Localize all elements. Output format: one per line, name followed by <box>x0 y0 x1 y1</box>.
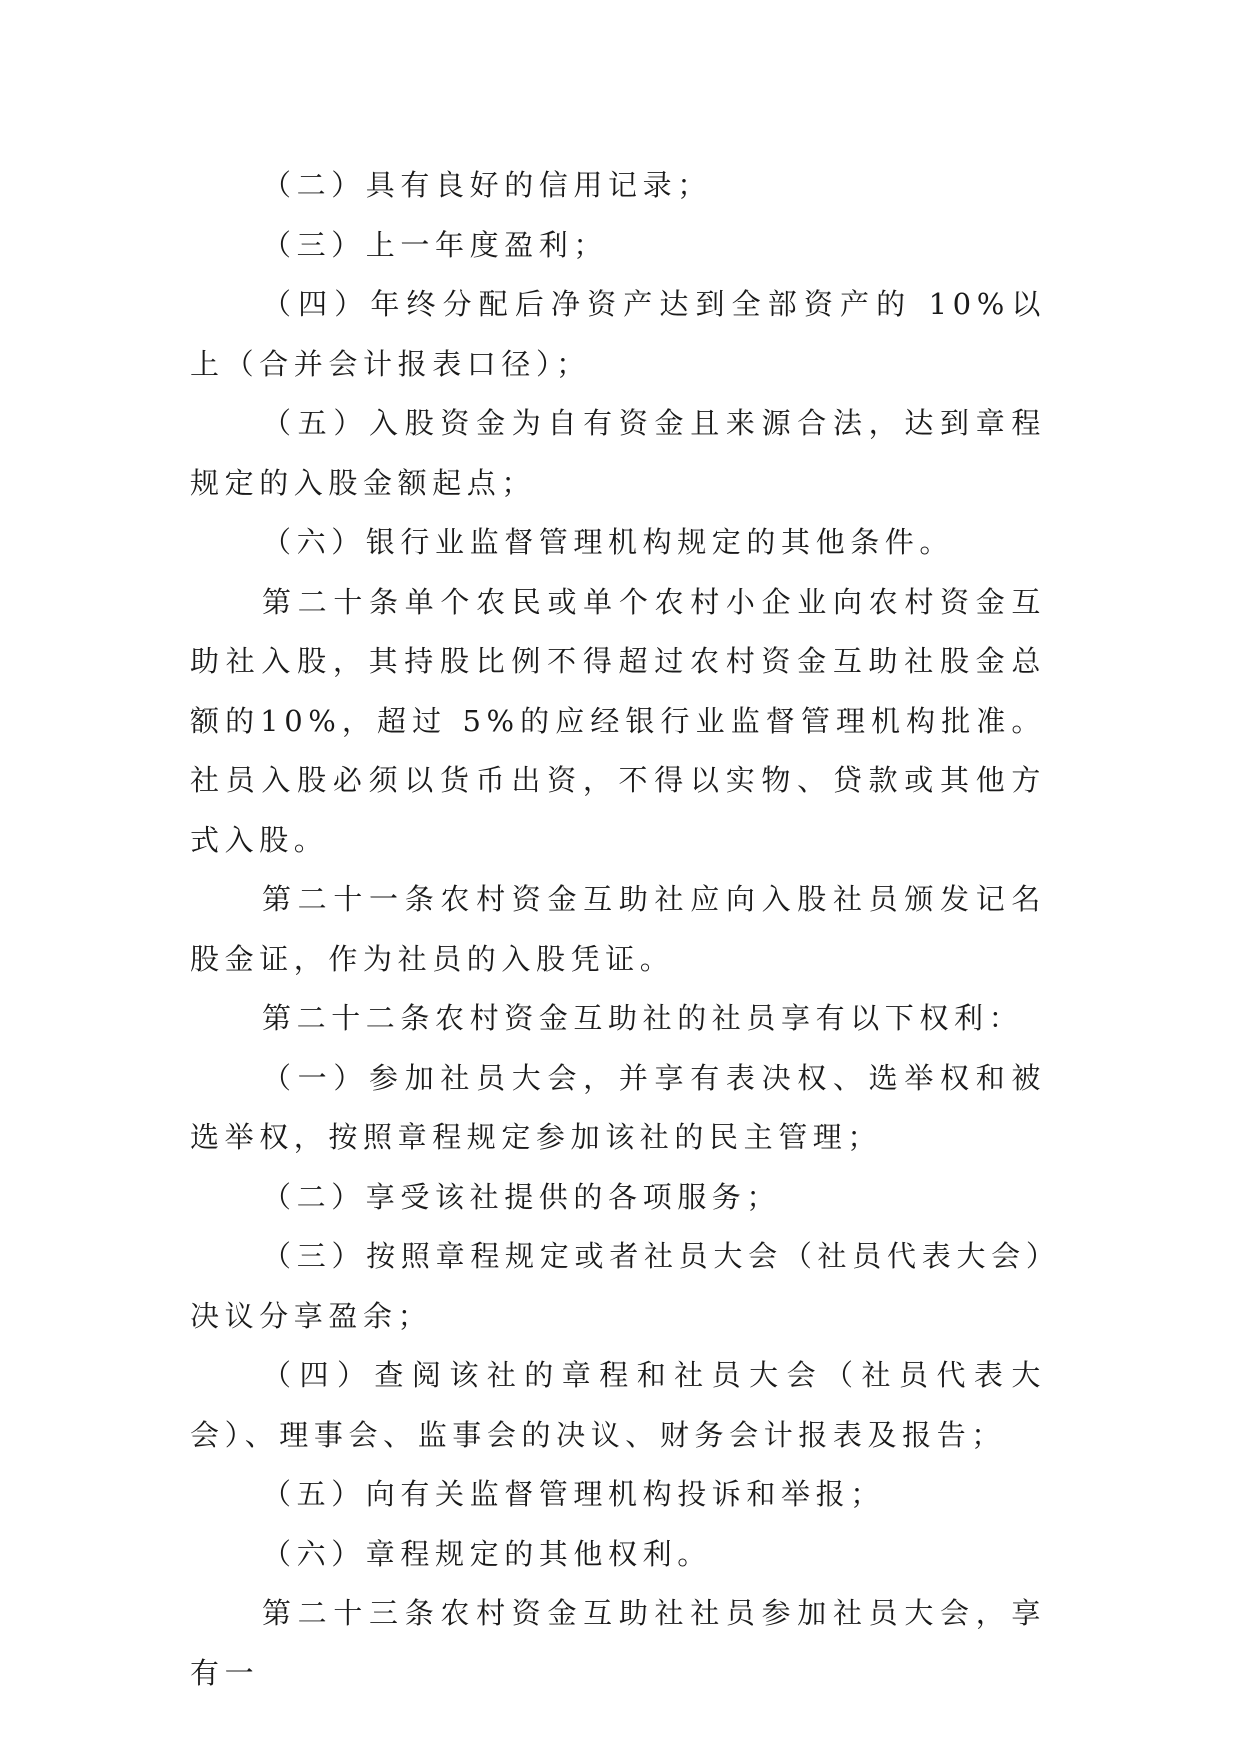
paragraph-item-3-profit: （三）上一年度盈利； <box>262 227 609 262</box>
paragraph-article-21: 第二十一条农村资金互助社应向入股社员颁发记名股金证，作为社员的入股凭证。 <box>190 882 1046 976</box>
paragraph-article-22: 第二十二条农村资金互助社的社员享有以下权利： <box>262 1001 1024 1035</box>
paragraph-right-2: （二）享受该社提供的各项服务； <box>262 1179 782 1214</box>
paragraph-right-3: （三）按照章程规定或者社员大会（社员代表大会）决议分享盈余； <box>190 1239 1046 1333</box>
paragraph-item-4-net-assets: （四）年终分配后净资产达到全部资产的 10%以上（合并会计报表口径）； <box>190 287 1046 381</box>
paragraph-article-23: 第二十三条农村资金互助社社员参加社员大会，享有一 <box>190 1596 1046 1690</box>
paragraph-right-4: （四）查阅该社的章程和社员大会（社员代表大会）、理事会、监事会的决议、财务会计报表及报告； <box>190 1358 1046 1452</box>
paragraph-item-5-share-capital: （五）入股资金为自有资金且来源合法，达到章程规定的入股金额起点； <box>190 406 1046 500</box>
paragraph-item-2-credit: （二）具有良好的信用记录； <box>262 168 712 202</box>
document-body <box>190 156 1046 1703</box>
paragraph-item-6-other-conditions: （六）银行业监督管理机构规定的其他条件。 <box>262 525 955 559</box>
paragraph-right-6: （六）章程规定的其他权利。 <box>262 1536 712 1571</box>
paragraph-right-5: （五）向有关监督管理机构投诉和举报； <box>262 1477 885 1511</box>
paragraph-right-1: （一）参加社员大会，并享有表决权、选举权和被选举权，按照章程规定参加该社的民主管理； <box>190 1060 1046 1154</box>
paragraph-article-20: 第二十条单个农民或单个农村小企业向农村资金互助社入股，其持股比例不得超过农村资金互助社股金总额的10%，超过 5%的应经银行业监督管理机构批准。社员入股必须以货币出资，不得以实物、贷款或其他方式入股。 <box>190 584 1046 857</box>
